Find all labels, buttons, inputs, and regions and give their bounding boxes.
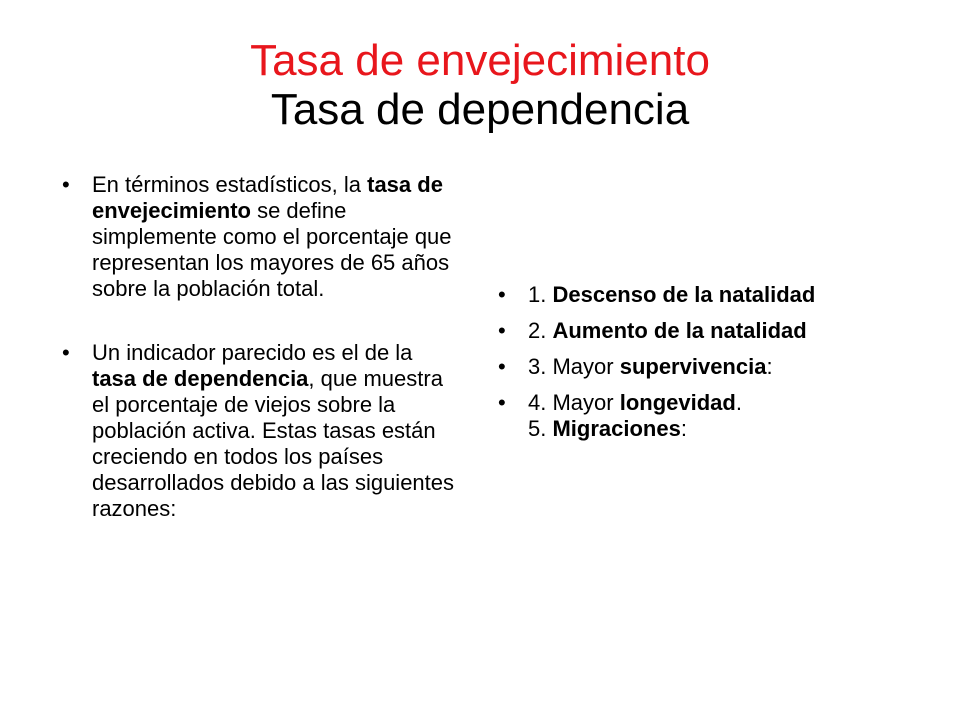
bold-term-aging-rate: tasa de envejecimiento	[92, 172, 443, 223]
item-number: 5.	[528, 416, 553, 441]
item-tail: .	[735, 390, 742, 415]
text-run: , que muestra el porcentaje de viejos sobre la población activa. Estas tasas están creciendo en todos los países desarrollados debido a las siguientes razones:	[92, 366, 455, 521]
item-number: 2.	[528, 318, 553, 343]
text-run: Un indicador parecido es el de la	[92, 340, 413, 365]
item-tail: :	[680, 416, 687, 441]
bullet-dot: •	[498, 390, 506, 415]
reason-birth-increase: Aumento de la natalidad	[552, 318, 807, 343]
item-number: 3. Mayor	[528, 354, 620, 379]
reason-survival: supervivencia	[619, 354, 767, 379]
left-bullet-list	[62, 172, 462, 560]
text-run: se define simplemente como el porcentaje que representan los mayores de 65 años sobre la población total.	[92, 198, 452, 301]
reason-longevity: longevidad	[619, 390, 736, 415]
list-item	[498, 354, 918, 380]
list-item	[62, 340, 462, 522]
item-tail: :	[766, 354, 773, 379]
slide-title	[40, 36, 920, 135]
list-item	[498, 318, 918, 344]
bullet-dot: •	[498, 318, 506, 343]
reason-migrations: Migraciones	[552, 416, 681, 441]
list-item	[498, 390, 918, 442]
list-item	[62, 172, 462, 302]
bullet-dot: •	[62, 340, 70, 365]
item-number: 1.	[528, 282, 553, 307]
title-dependency-rate: Tasa de dependencia	[270, 85, 690, 135]
list-item	[498, 282, 918, 308]
bullet-dot: •	[62, 172, 70, 197]
item-number: 4. Mayor	[528, 390, 620, 415]
title-aging-rate: Tasa de envejecimiento	[250, 36, 710, 85]
reason-birth-decline: Descenso de la natalidad	[552, 282, 816, 307]
text-run: En términos estadísticos, la	[92, 172, 368, 197]
bullet-dot: •	[498, 282, 506, 307]
bullet-dot: •	[498, 354, 506, 379]
bold-term-dependency-rate: tasa de dependencia	[92, 366, 309, 391]
right-reasons-list	[498, 282, 918, 452]
